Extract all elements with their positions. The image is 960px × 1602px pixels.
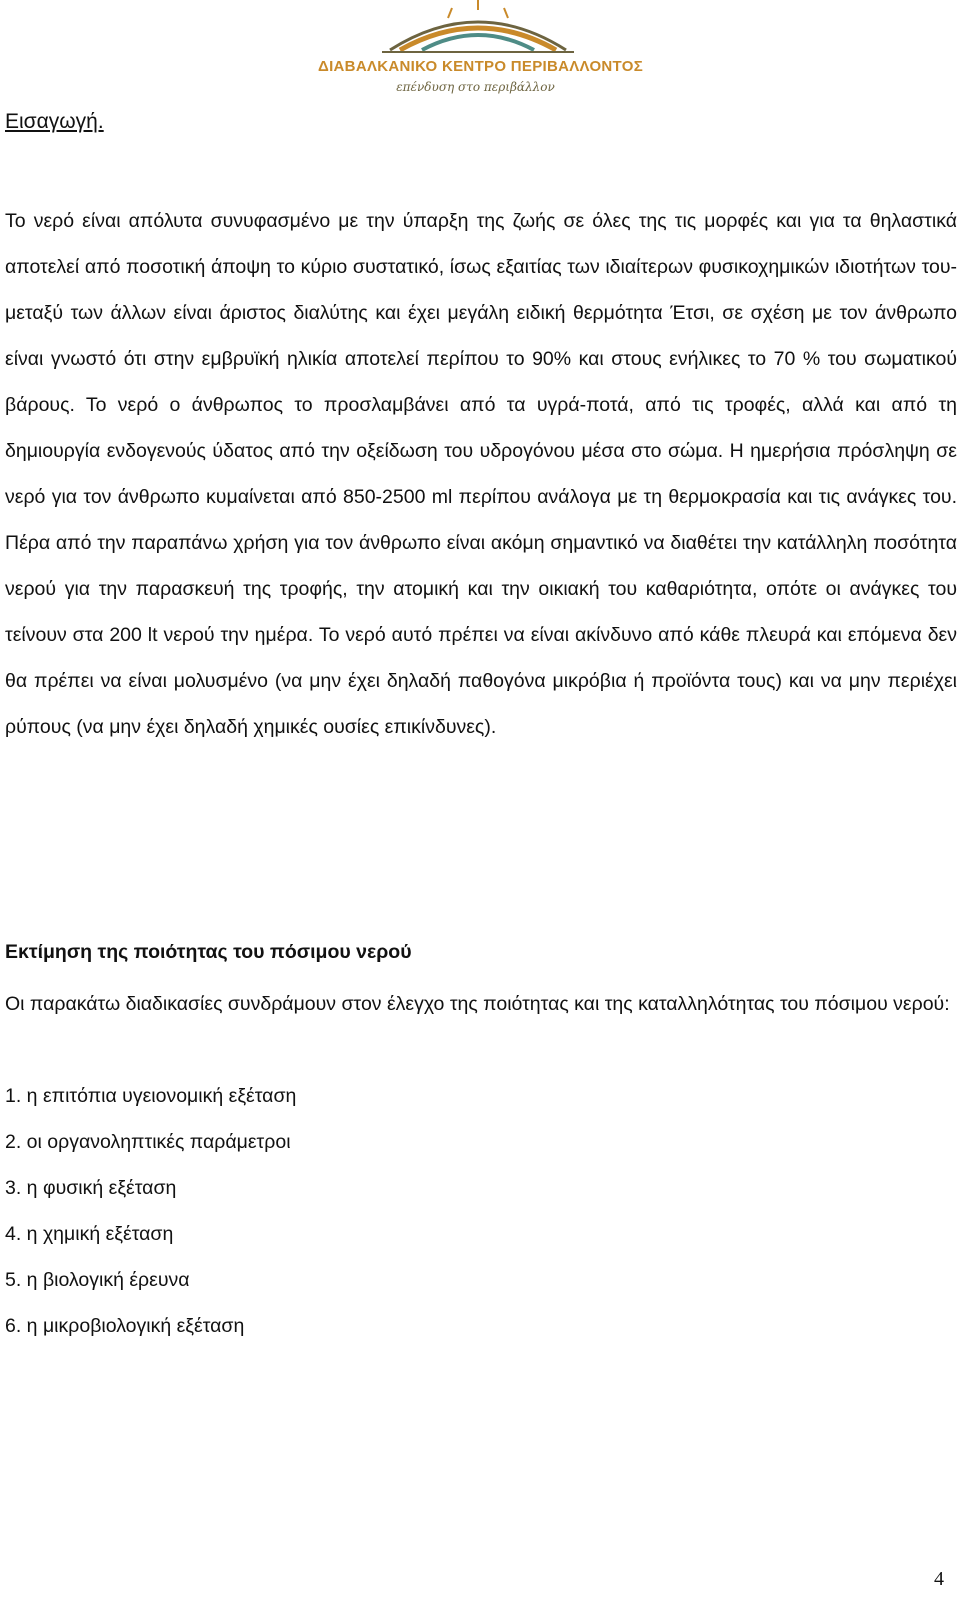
intro-paragraph: Το νερό είναι απόλυτα συνυφασμένο με την ύπαρξη της ζωής σε όλες της τις μορφές και για τα θηλαστικά αποτελεί από ποσοτική άποψη το κύριο συστατικό, ίσως εξαιτίας των ιδιαίτερων φυσικοχημικών ιδιοτήτων του-μεταξύ των άλλων είναι άριστος διαλύτης και έχει μεγάλη ειδική θερμότητα Έτσι, σε σχέση με τον άνθρωπο είναι γνωστό ότι στην εμβρυϊκή ηλικία αποτελεί περίπου το 90% και στους ενήλικες το 70 % του σωματικού βάρους. Το νερό ο άνθρωπος το προσλαμβάνει από τα υγρά-ποτά, από τις τροφές, αλλά και από τη δημιουργία ενδογενούς ύδατος από την οξείδωση του υδρογόνου μέσα στο σώμα. Η ημερήσια πρόσληψη σε νερό για τον άνθρωπο κυμαίνεται από 850-2500 ml περίπου ανάλογα με τη θερμοκρασία και τις ανάγκες του. Πέρα από την παραπάνω χρήση για τον άνθρωπο είναι ακόμη σημαντικό να διαθέτει την κατάλληλη ποσότητα νερού για την παρασκευή της τροφής, την ατομική και την οικιακή του καθαριότητα, οπότε οι ανάγκες του τείνουν στα 200 lt νερού την ημέρα. Το νερό αυτό πρέπει να είναι ακίνδυνο από κάθε πλευρά και επόμενα δεν θα πρέπει να είναι μολυσμένο (να μην έχει δηλαδή παθογόνα μικρόβια ή προϊόντα τους) και να μην περιέχει ρύπους (να μην έχει δηλαδή χημικές ουσίες επικίνδυνες). [5,210,957,738]
intro-title: Εισαγωγή. [5,110,104,133]
list-item: 5. η βιολογική έρευνα [5,1269,190,1291]
list-item: 1. η επιτόπια υγειονομική εξέταση [5,1085,297,1107]
quality-section-intro: Οι παρακάτω διαδικασίες συνδράμουν στον έλεγχο της ποιότητας και της καταλληλότητας του πόσιμου νερού: [5,993,950,1015]
list-item: 4. η χημική εξέταση [5,1223,174,1245]
bridge-emblem-icon [378,0,578,60]
list-item: 6. η μικροβιολογική εξέταση [5,1315,245,1337]
quality-section-heading: Εκτίμηση της ποιότητας του πόσιμου νερού [5,941,412,963]
page-number: 4 [934,1568,944,1590]
list-item: 3. η φυσική εξέταση [5,1177,177,1199]
list-item: 2. οι οργανοληπτικές παράμετροι [5,1131,291,1153]
logo-tagline: επένδυση στο περιβάλλον [396,80,555,94]
quality-steps-list [5,1073,296,1349]
logo-organization-name: ΔΙΑΒΑΛΚΑΝΙΚΟ ΚΕΝΤΡΟ ΠΕΡΙΒΑΛΛΟΝΤΟΣ [318,58,644,75]
organization-logo [318,0,644,104]
